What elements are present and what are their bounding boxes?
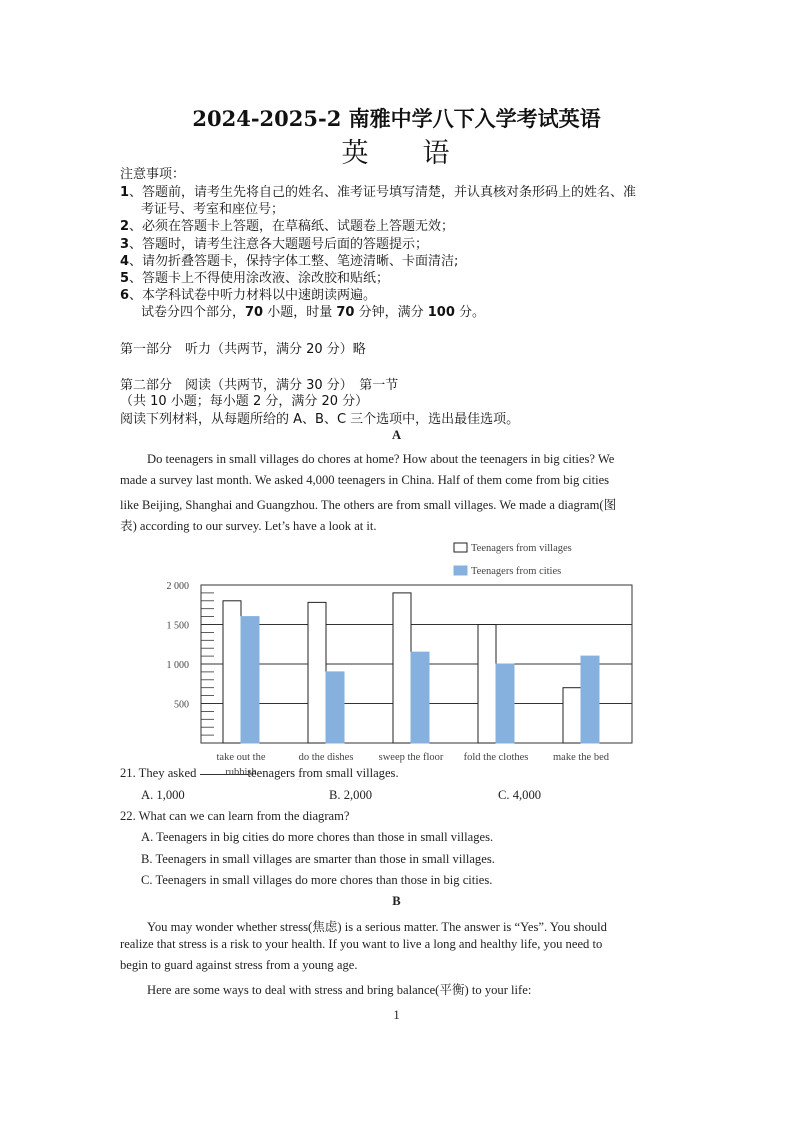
x-tick-label: do the dishes <box>298 752 354 763</box>
option-22-b[interactable]: B. Teenagers in small villages are smarter than those in small villages. <box>141 852 495 866</box>
question-22: 22. What can we can learn from the diagram? <box>120 809 350 823</box>
part-two-subheading: （共 10 小题；每小题 2 分，满分 20 分） <box>120 394 369 409</box>
y-tick-label: 1 500 <box>166 620 189 632</box>
option-22-c[interactable]: C. Teenagers in small villages do more chores than those in big cities. <box>141 873 493 887</box>
passage-b-line: realize that stress is a risk to your health. If you want to live a long and healthy life, you need to <box>120 937 603 951</box>
x-tick-label: rubbish <box>225 767 257 778</box>
part-two-heading: 第二部分 阅读（共两节，满分 30 分） 第一节 <box>120 378 399 393</box>
bar <box>223 601 241 743</box>
notice-item: 3、答题时，请考生注意各大题题号后面的答题提示； <box>120 237 429 252</box>
option-21-a[interactable]: A. 1,000 <box>141 788 185 802</box>
legend-label: Teenagers from cities <box>471 566 562 577</box>
notice-heading: 注意事项： <box>120 167 186 182</box>
bar <box>581 656 599 743</box>
option-21-c[interactable]: C. 4,000 <box>498 788 542 802</box>
bar <box>241 617 259 743</box>
legend-swatch <box>454 566 467 575</box>
x-tick-label: make the bed <box>553 752 609 763</box>
subject-char-2: 语 <box>422 138 452 169</box>
y-tick-label: 1 000 <box>166 660 189 671</box>
question-21: 21. They asked teenagers from small villages. <box>120 766 399 780</box>
notice-item: 4、请勿折叠答题卡，保持字体工整、笔迹清晰、卡面清洁; <box>120 254 459 269</box>
passage-b-label: B <box>392 894 401 908</box>
passage-b-line: begin to guard against stress from a young age. <box>120 958 358 972</box>
answer-blank[interactable] <box>200 774 248 775</box>
bar <box>563 688 581 743</box>
legend-label: Teenagers from villages <box>471 543 572 554</box>
bar <box>411 652 429 743</box>
passage-a-line: Do teenagers in small villages do chores at home? How about the teenagers in big cities? We <box>147 452 615 466</box>
passage-a-label: A <box>391 428 402 442</box>
bar <box>308 602 326 743</box>
x-tick-label: take out the <box>216 752 266 763</box>
bar <box>393 593 411 743</box>
part-one-heading: 第一部分 听力（共两节，满分 20 分）略 <box>120 342 366 357</box>
passage-a-line: made a survey last month. We asked 4,000 teenagers in China. Half of them come from big cities <box>120 473 610 487</box>
subject-heading <box>0 131 793 170</box>
passage-a-line: like Beijing, Shanghai and Guangzhou. The others are from small villages. We made a diagram(图 <box>120 498 617 512</box>
reading-instruction: 阅读下列材料，从每题所给的 A、B、C 三个选项中，选出最佳选项。 <box>120 412 520 427</box>
bar <box>478 625 496 744</box>
passage-a-line: 表) according to our survey. Let’s have a look at it. <box>120 519 377 533</box>
bar <box>496 664 514 743</box>
passage-b-line: You may wonder whether stress(焦虑) is a serious matter. The answer is “Yes”. You should <box>147 920 607 934</box>
notice-item: 1、答题前，请考生先将自己的姓名、准考证号填写清楚，并认真核对条形码上的姓名、准 <box>120 185 637 200</box>
option-22-a[interactable]: A. Teenagers in big cities do more chores than those in small villages. <box>141 830 494 844</box>
bar <box>326 672 344 743</box>
page-number: 1 <box>393 1008 400 1022</box>
y-tick-label: 500 <box>174 699 189 711</box>
notice-item: 5、答题卡上不得使用涂改液、涂改胶和贴纸； <box>120 271 390 286</box>
x-tick-label: fold the clothes <box>463 752 529 763</box>
x-tick-label: sweep the floor <box>378 752 444 763</box>
exam-title: 2024-2025-2 南雅中学八下入学考试英语 <box>192 106 601 131</box>
notice-item: 2、必须在答题卡上答题，在草稿纸、试题卷上答题无效； <box>120 219 455 234</box>
passage-b-line: Here are some ways to deal with stress and bring balance(平衡) to your life: <box>147 983 532 997</box>
y-tick-label: 2 000 <box>166 581 189 592</box>
notice-item: 6、本学科试卷中听力材料以中速朗读两遍。 <box>120 288 377 303</box>
legend-swatch <box>454 543 467 552</box>
option-21-b[interactable]: B. 2,000 <box>329 788 373 802</box>
notice-item: 考证号、考室和座位号； <box>141 202 285 217</box>
exam-summary: 试卷分四个部分，70 小题，时量 70 分钟，满分 100 分。 <box>141 305 486 320</box>
subject-char-1: 英 <box>341 138 371 169</box>
